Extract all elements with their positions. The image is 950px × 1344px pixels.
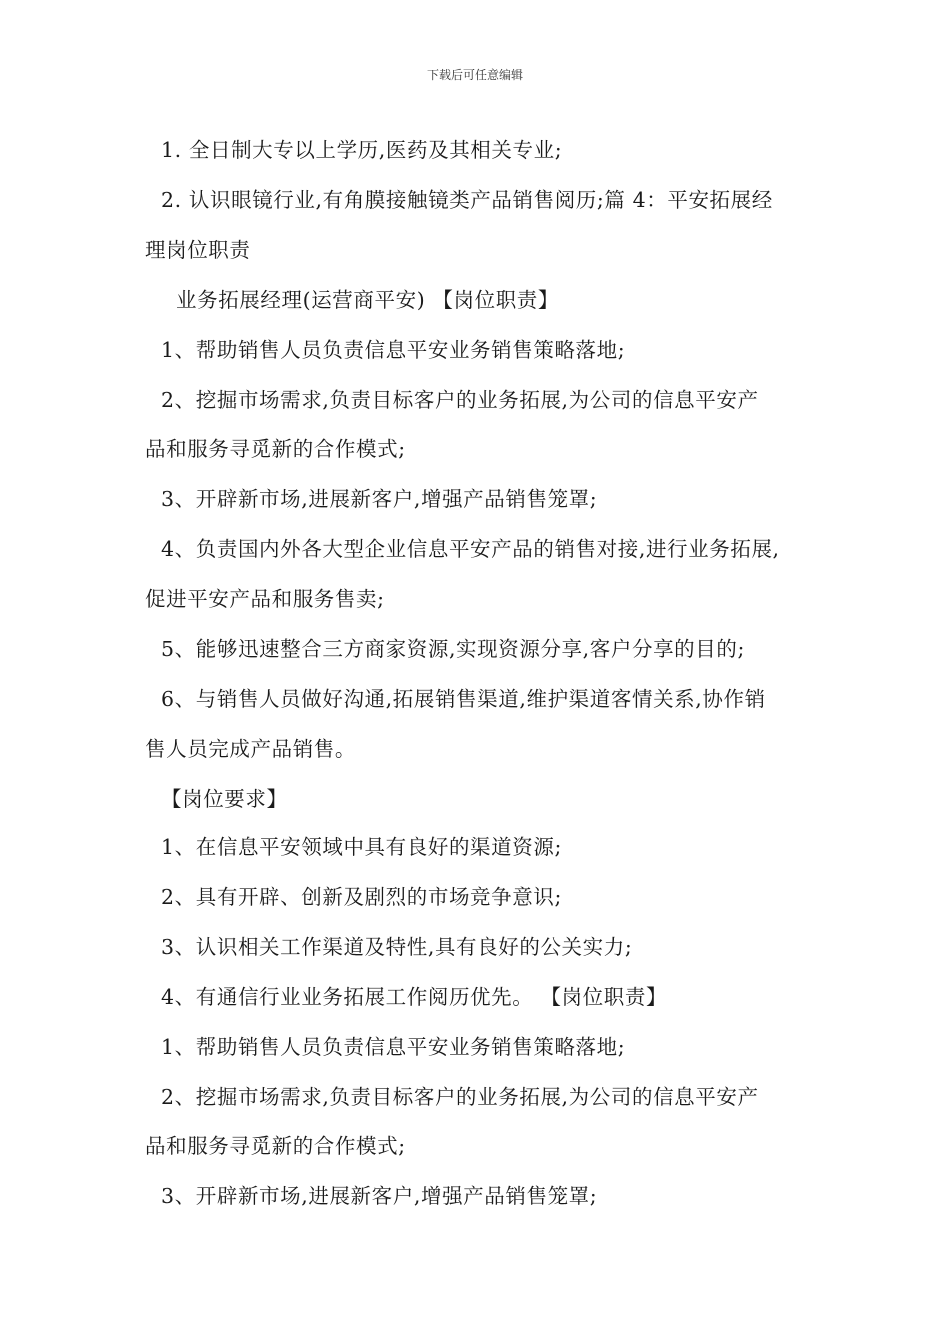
text-line: 2. 认识眼镜行业,有角膜接触镜类产品销售阅历;篇 4：平安拓展经 bbox=[161, 188, 773, 212]
text-line: 品和服务寻觅新的合作模式; bbox=[145, 437, 406, 461]
text-line: 6、与销售人员做好沟通,拓展销售渠道,维护渠道客情关系,协作销 bbox=[161, 687, 766, 711]
text-line: 1、帮助销售人员负责信息平安业务销售策略落地; bbox=[161, 1035, 626, 1059]
text-line: 3、认识相关工作渠道及特性,具有良好的公关实力; bbox=[161, 935, 633, 959]
text-line: 3、开辟新市场,进展新客户,增强产品销售笼罩; bbox=[161, 1184, 598, 1208]
text-line: 售人员完成产品销售。 bbox=[145, 737, 356, 761]
text-line: 5、能够迅速整合三方商家资源,实现资源分享,客户分享的目的; bbox=[161, 637, 745, 661]
text-line: 2、挖掘市场需求,负责目标客户的业务拓展,为公司的信息平安产 bbox=[161, 1085, 759, 1109]
text-line: 促进平安产品和服务售卖; bbox=[145, 587, 385, 611]
page-header: 下载后可任意编辑 bbox=[426, 68, 523, 82]
text-line: 2、具有开辟、创新及剧烈的市场竞争意识; bbox=[161, 885, 562, 909]
text-line: 3、开辟新市场,进展新客户,增强产品销售笼罩; bbox=[161, 487, 598, 511]
section-heading: 【岗位要求】 bbox=[161, 787, 288, 811]
text-line: 理岗位职责 bbox=[145, 238, 251, 262]
text-line: 4、负责国内外各大型企业信息平安产品的销售对接,进行业务拓展, bbox=[161, 537, 780, 561]
text-line: 1、帮助销售人员负责信息平安业务销售策略落地; bbox=[161, 338, 626, 362]
text-line: 1. 全日制大专以上学历,医药及其相关专业; bbox=[161, 138, 563, 162]
text-line: 1、在信息平安领域中具有良好的渠道资源; bbox=[161, 835, 562, 859]
text-line: 2、挖掘市场需求,负责目标客户的业务拓展,为公司的信息平安产 bbox=[161, 388, 759, 412]
text-line: 业务拓展经理(运营商平安) 【岗位职责】 bbox=[176, 288, 560, 312]
text-line: 品和服务寻觅新的合作模式; bbox=[145, 1134, 406, 1158]
text-line: 4、有通信行业业务拓展工作阅历优先。 【岗位职责】 bbox=[161, 985, 668, 1009]
